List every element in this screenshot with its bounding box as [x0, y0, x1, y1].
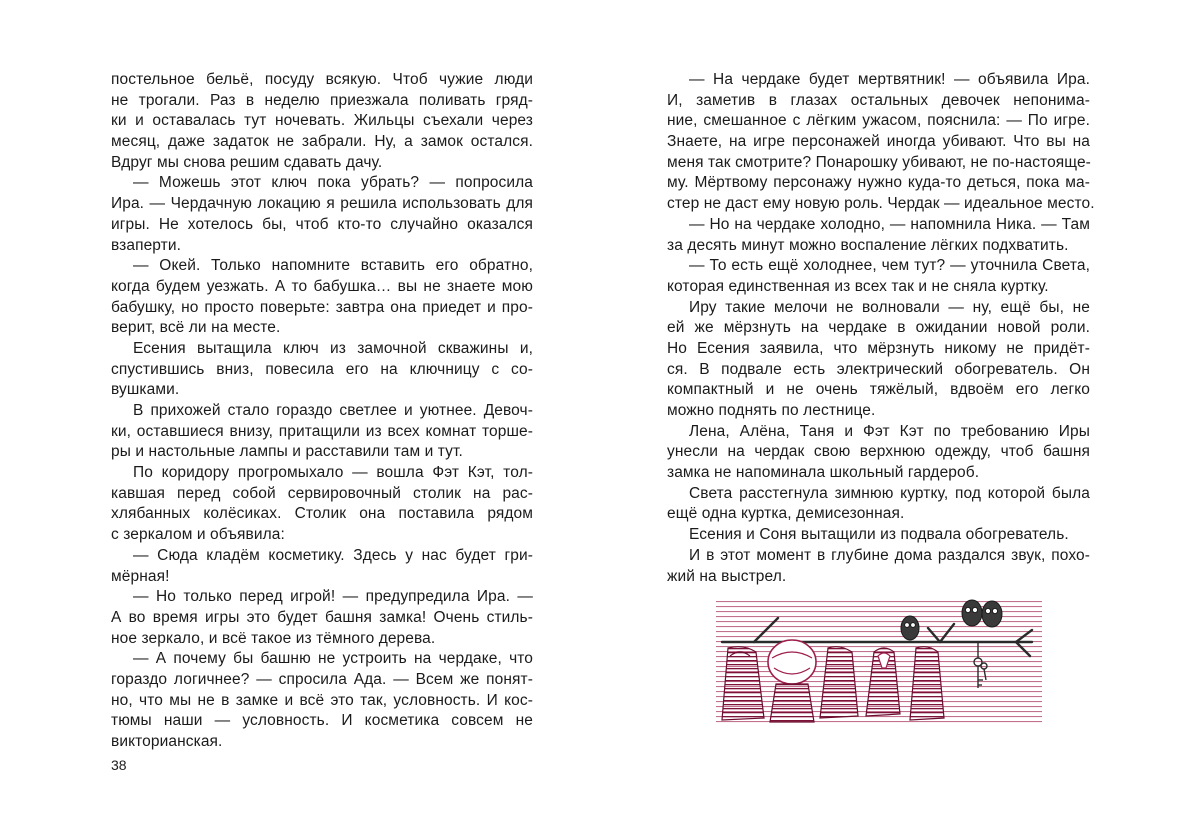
text-line: Лена, Алёна, Таня и Фэт Кэт по требованию Иры: [689, 422, 1090, 440]
text-line: — Но на чердаке холодно, — напомнила Ника. — Там: [689, 215, 1090, 233]
text-line: му. Мёртвому персонажу нужно куда-то деться, пока ма-: [667, 174, 1090, 192]
text-line: хлябанных колёсиках. Столик она поставила рядом: [111, 505, 533, 523]
text-line: верит, всё ли на месте.: [111, 319, 281, 337]
text-line: мёрная!: [111, 567, 170, 585]
text-line: вушками.: [111, 381, 180, 399]
text-line: с зеркалом и объявила:: [111, 526, 285, 544]
text-line: тюмы наши — условность. И косметика совсем не: [111, 712, 533, 730]
text-line: жий на выстрел.: [667, 567, 787, 585]
text-line: Ира. — Чердачную локацию я решила использовать для: [111, 195, 533, 213]
text-line: унесли на чердак свою верхнюю одежду, чтоб башня: [667, 443, 1090, 461]
text-line: компактный и не очень тяжёлый, вдвоём его легко: [667, 381, 1090, 399]
text-line: не трогали. Раз в неделю приезжала поливать гряд-: [111, 91, 533, 109]
text-line: Вдруг мы снова решим сдавать дачу.: [111, 153, 383, 171]
coat-rack-with-owls-illustration: [714, 596, 1044, 730]
text-line: кавшая перед собой сервировочный столик на рас-: [111, 484, 533, 502]
text-line: — Окей. Только напомните вставить его обратно,: [133, 257, 533, 275]
text-line: — Сюда кладём косметику. Здесь у нас будет гри-: [133, 546, 533, 564]
text-line: ки, оставшиеся внизу, притащили из всех комнат торше-: [111, 422, 533, 440]
text-line: ное зеркало, и всё такое из тёмного дерева.: [111, 629, 436, 647]
text-line: месяц, даже задаток не забрали. Ну, а замок остался.: [111, 133, 533, 151]
text-line: — Но только перед игрой! — предупредила Ира. —: [133, 588, 533, 606]
text-line: викторианская.: [111, 733, 223, 750]
text-line: ся. В подвале есть электрический обогреватель. Он: [667, 360, 1090, 378]
text-line: По коридору прогромыхало — вошла Фэт Кэт, тол-: [133, 464, 533, 482]
text-line: — На чердаке будет мертвятник! — объявила Ира.: [689, 71, 1090, 88]
text-line: взаперти.: [111, 236, 182, 254]
text-line: можно поднять по лестнице.: [667, 402, 876, 419]
text-line: ей же мёрзнуть на чердаке в ожидании новой роли.: [667, 319, 1090, 337]
text-line: стер не даст ему новую роль. Чердак — идеальное место.: [667, 195, 1095, 213]
text-line: В прихожей стало гораздо светлее и уютнее. Девоч-: [133, 402, 533, 419]
text-line: А во время игры это будет башня замка! Очень стиль-: [111, 608, 533, 626]
text-line: игры. Не хотелось бы, чтоб кто-то случайно оказался: [111, 215, 533, 233]
text-line: но, что мы не в замке и всё это так, условность. И кос-: [111, 691, 533, 709]
text-line: — То есть ещё холоднее, чем тут? — уточнила Света,: [689, 257, 1090, 275]
left-page: [111, 70, 533, 753]
text-line: бабушку, но просто поверьте: завтра она приедет и про-: [111, 298, 533, 316]
text-line: Есения и Соня вытащили из подвала обогреватель.: [689, 526, 1069, 544]
text-line: гораздо логичнее? — спросила Ада. — Всем же понят-: [111, 670, 533, 688]
text-line: когда будем уезжать. А то бабушка… вы не знаете мою: [111, 277, 533, 295]
text-line: — А почему бы башню не устроить на чердаке, что: [133, 650, 533, 668]
text-line: Есения вытащила ключ из замочной скважины и,: [133, 339, 533, 357]
text-line: И в этот момент в глубине дома раздался звук, похо-: [689, 546, 1090, 564]
text-line: которая единственная из всех так и не сняла куртку.: [667, 277, 1049, 295]
text-line: ры и настольные лампы и расставили там и тут.: [111, 443, 463, 461]
page-number: 38: [111, 757, 127, 773]
text-line: ещё одна куртка, демисезонная.: [667, 505, 905, 523]
text-line: ние, смешанное с лёгким ужасом, пояснила: — По игре.: [667, 112, 1090, 130]
text-line: Света расстегнула зимнюю куртку, под которой была: [689, 484, 1090, 502]
text-line: за десять минут можно воспаление лёгких подхватить.: [667, 236, 1069, 254]
text-line: Иру такие мелочи не волновали — ну, ещё бы, не: [689, 298, 1090, 316]
text-line: меня так смотрите? Понарошку убивают, не по-настояще-: [667, 153, 1091, 171]
text-line: постельное бельё, посуду всякую. Чтоб чужие люди: [111, 71, 533, 88]
text-line: Но Есения заявила, что мёрзнуть никому не придёт-: [667, 339, 1090, 357]
text-line: замка не напоминала школьный гардероб.: [667, 464, 980, 482]
right-page: [667, 70, 1095, 587]
text-line: спустившись вниз, повесила его на ключницу с со-: [111, 360, 533, 378]
text-line: Знаете, на игре персонажей иногда убивают. Что вы на: [667, 133, 1090, 151]
text-line: И, заметив в глазах остальных девочек непонима-: [667, 91, 1090, 109]
text-line: ки и оставалась тут ночевать. Жильцы съехали через: [111, 112, 533, 130]
text-line: — Можешь этот ключ пока убрать? — попросила: [133, 174, 533, 192]
